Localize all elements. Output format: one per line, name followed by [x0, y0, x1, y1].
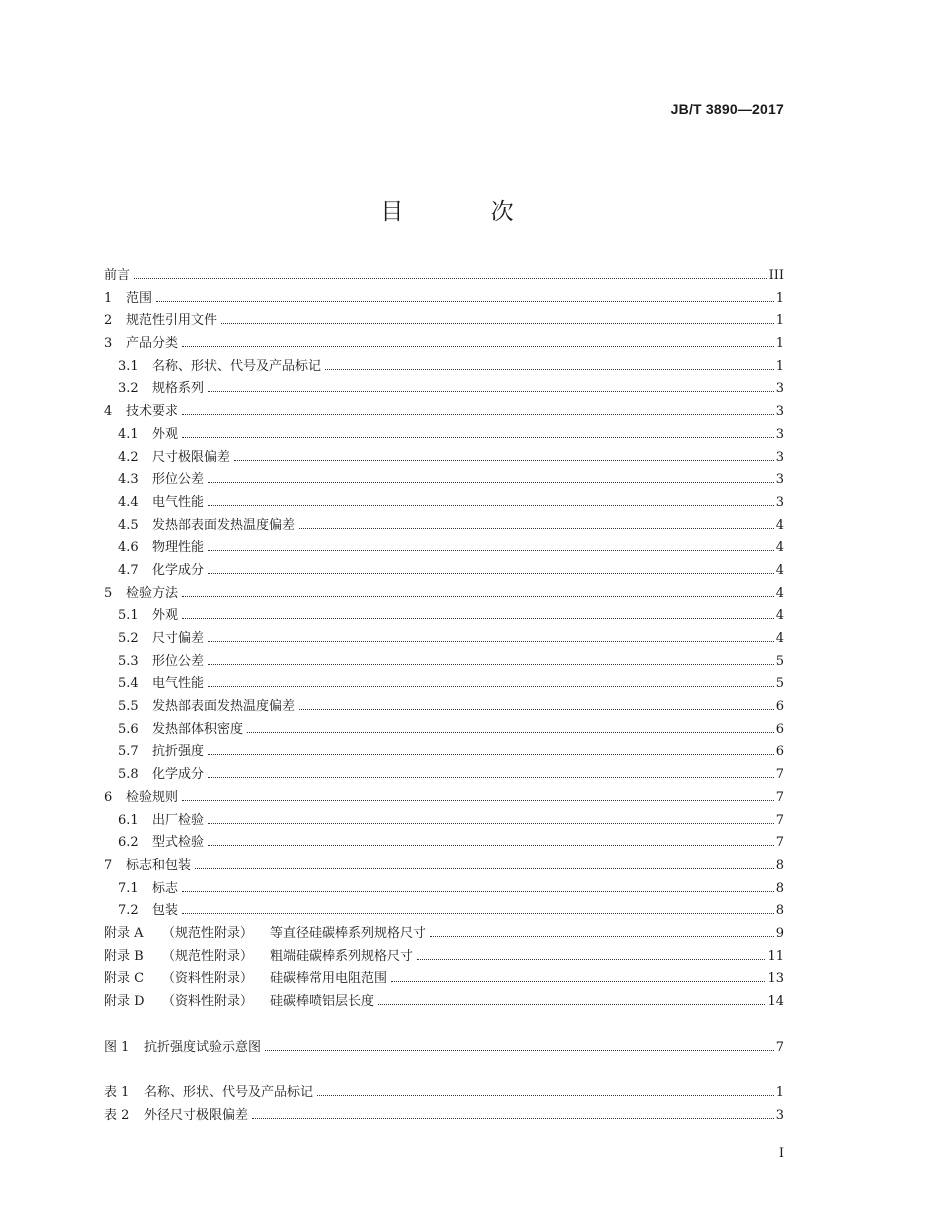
- dot-leader: [208, 505, 774, 506]
- dot-leader: [325, 369, 774, 370]
- toc-entry-number: 7.1: [118, 880, 139, 896]
- appendix-label: 硅碳棒喷铝层长度: [270, 994, 375, 1009]
- toc-entry-label: 形位公差: [152, 653, 205, 669]
- dot-leader: [317, 1095, 774, 1096]
- toc-entry-number: 4.1: [118, 426, 139, 442]
- toc-entry-page: 8: [775, 903, 784, 919]
- toc-entry-number: 5: [104, 585, 113, 601]
- appendix-entry[interactable]: [104, 967, 784, 990]
- dot-leader: [208, 482, 774, 483]
- toc-entry-number: 6.1: [118, 812, 139, 828]
- toc-entry-page: 7: [775, 789, 784, 805]
- toc-entry-label: 电气性能: [152, 676, 205, 692]
- toc-entry-page: 5: [775, 676, 784, 692]
- toc-entry[interactable]: [104, 491, 784, 514]
- dot-leader: [208, 641, 774, 642]
- toc-entry-page: 1: [775, 336, 784, 352]
- appendix-label: 等直径硅碳棒系列规格尺寸: [270, 925, 427, 941]
- toc-entry-label: 检验规则: [126, 789, 179, 805]
- toc-entry-label: 外观: [152, 426, 179, 442]
- toc-entry-number: 4.6: [118, 540, 139, 556]
- toc-entry-number: 4.2: [118, 449, 139, 465]
- toc-entry[interactable]: [104, 514, 784, 537]
- dot-leader: [208, 754, 774, 755]
- toc-entry-label: 检验方法: [126, 585, 179, 601]
- toc-entry-page: 1: [775, 313, 784, 329]
- appendix-entry[interactable]: [104, 922, 784, 945]
- standard-code: JB/T 3890—2017: [670, 101, 784, 117]
- toc-entry-page: 6: [775, 721, 784, 737]
- dot-leader: [182, 800, 774, 801]
- toc-entry-page: 3: [775, 449, 784, 465]
- toc-entry[interactable]: [104, 377, 784, 400]
- appendix-kind: （资料性附录）: [162, 994, 254, 1009]
- dot-leader: [182, 618, 774, 619]
- toc-entry-label: 范围: [126, 290, 153, 306]
- toc-entry[interactable]: [104, 355, 784, 378]
- toc-entry-label: 抗折强度: [152, 744, 205, 760]
- dot-leader: [208, 777, 774, 778]
- dot-leader: [247, 732, 774, 733]
- figure-prefix: 图 1: [104, 1039, 130, 1055]
- toc-entry-label: 发热部表面发热温度偏差: [152, 699, 296, 715]
- toc-entry-label: 物理性能: [152, 540, 205, 556]
- toc-entry-label: 尺寸偏差: [152, 631, 205, 646]
- toc-entry[interactable]: [104, 740, 784, 763]
- table-prefix: 表 1: [104, 1085, 130, 1101]
- figure-entry[interactable]: [104, 1036, 784, 1059]
- toc-entry-page: 3: [775, 494, 784, 510]
- appendix-page: 14: [767, 994, 784, 1009]
- toc-entry-label: 化学成分: [152, 767, 205, 783]
- toc-entry-number: 5.7: [118, 744, 139, 760]
- toc-entry-page: 1: [775, 358, 784, 374]
- toc-entry[interactable]: [104, 650, 784, 673]
- dot-leader: [182, 437, 774, 438]
- toc-entry[interactable]: [104, 877, 784, 900]
- toc-entry[interactable]: [104, 264, 784, 287]
- toc-entry[interactable]: [104, 604, 784, 627]
- toc-entry-page: 3: [775, 426, 784, 442]
- toc-entry-label: 发热部表面发热温度偏差: [152, 517, 296, 533]
- toc-entry-number: 5.5: [118, 699, 139, 715]
- table-label: 名称、形状、代号及产品标记: [144, 1085, 314, 1101]
- dot-leader: [208, 550, 774, 551]
- toc-entry-label: 型式检验: [152, 835, 205, 851]
- appendix-kind: （资料性附录）: [162, 971, 254, 987]
- appendix-prefix: 附录 C: [104, 971, 145, 987]
- toc-entry[interactable]: [104, 423, 784, 446]
- appendix-page: 13: [767, 971, 784, 987]
- toc-entry-page: 7: [775, 812, 784, 828]
- dot-leader: [430, 936, 774, 937]
- toc-entry-number: 4.4: [118, 494, 139, 510]
- toc-entry-label: 标志: [152, 880, 179, 896]
- toc-entry-page: 3: [775, 381, 784, 397]
- toc-entry-label: 出厂检验: [152, 812, 205, 828]
- toc-entry[interactable]: [104, 400, 784, 423]
- toc-entry[interactable]: [104, 559, 784, 582]
- toc-entry-label: 电气性能: [152, 494, 205, 510]
- toc-entry-page: 3: [775, 472, 784, 488]
- dot-leader: [182, 913, 774, 914]
- toc-entry-number: 7: [104, 857, 113, 873]
- table-entry[interactable]: [104, 1104, 784, 1127]
- toc-entry-number: 5.2: [118, 631, 139, 646]
- toc-entry-number: 3.1: [118, 358, 139, 374]
- toc-entry-label: 规范性引用文件: [126, 313, 218, 329]
- page-title: 目 次: [380, 199, 554, 225]
- toc-entry-number: 5.4: [118, 676, 139, 692]
- toc-entry-number: 4.7: [118, 562, 139, 578]
- table-entry[interactable]: [104, 1081, 784, 1104]
- toc-entry-page: 4: [775, 517, 784, 533]
- dot-leader: [265, 1050, 774, 1051]
- toc-entry-label: 发热部体积密度: [152, 721, 244, 737]
- toc-entry-page: 4: [775, 585, 784, 601]
- dot-leader: [182, 346, 774, 347]
- toc-entry-number: 7.2: [118, 903, 139, 919]
- dot-leader: [417, 959, 765, 960]
- toc-entry[interactable]: [104, 287, 784, 310]
- toc-entry-label: 外观: [152, 608, 179, 624]
- toc-entry[interactable]: [104, 582, 784, 605]
- dot-leader: [208, 823, 774, 824]
- toc-entry[interactable]: [104, 446, 784, 469]
- appendix-kind: （规范性附录）: [162, 925, 254, 941]
- toc-entry[interactable]: [104, 332, 784, 355]
- dot-leader: [182, 414, 774, 415]
- table-page: 3: [775, 1108, 784, 1124]
- toc-entry[interactable]: [104, 899, 784, 922]
- toc-entry-label: 尺寸极限偏差: [152, 449, 231, 465]
- dot-leader: [134, 278, 767, 279]
- toc-entry[interactable]: [104, 718, 784, 741]
- toc-entry-number: 4: [104, 404, 113, 420]
- page-number: I: [778, 1146, 784, 1161]
- toc-entry[interactable]: [104, 536, 784, 559]
- toc-entry-page: 4: [775, 631, 784, 646]
- dot-leader: [208, 391, 774, 392]
- toc-entry-label: 包装: [152, 903, 179, 919]
- toc-entry-number: 4.3: [118, 472, 139, 488]
- toc-entry-number: 3: [104, 336, 113, 352]
- dot-leader: [221, 323, 774, 324]
- toc-entry-page: 8: [775, 857, 784, 873]
- dot-leader: [156, 301, 774, 302]
- toc-entry[interactable]: [104, 831, 784, 854]
- dot-leader: [195, 868, 774, 869]
- appendix-prefix: 附录 B: [104, 948, 144, 964]
- figure-label: 抗折强度试验示意图: [144, 1039, 262, 1055]
- dot-leader: [182, 891, 774, 892]
- dot-leader: [378, 1004, 765, 1005]
- appendix-entry[interactable]: [104, 945, 784, 968]
- toc-entry-page: 4: [775, 540, 784, 556]
- figure-page: 7: [775, 1039, 784, 1055]
- toc-entry[interactable]: [104, 309, 784, 332]
- toc-entry[interactable]: [104, 809, 784, 832]
- appendix-prefix: 附录 A: [104, 925, 144, 941]
- toc-entry-page: 7: [775, 767, 784, 783]
- toc-entry[interactable]: [104, 786, 784, 809]
- toc-entry-number: 6.2: [118, 835, 139, 851]
- table-label: 外径尺寸极限偏差: [144, 1108, 249, 1124]
- dot-leader: [208, 664, 774, 665]
- toc-entry-page: 4: [775, 562, 784, 578]
- toc-entry-number: 1: [104, 290, 113, 306]
- dot-leader: [299, 709, 774, 710]
- toc-entry-page: 5: [775, 653, 784, 669]
- toc-entry-number: 4.5: [118, 517, 139, 533]
- dot-leader: [208, 686, 774, 687]
- appendix-kind: （规范性附录）: [162, 948, 254, 964]
- toc-entry-label: 形位公差: [152, 472, 205, 488]
- toc-entry-page: 1: [775, 290, 784, 306]
- toc-entry[interactable]: [104, 468, 784, 491]
- toc-entry-label: 产品分类: [126, 336, 179, 352]
- toc-entry[interactable]: [104, 763, 784, 786]
- toc-entry-label: 标志和包装: [126, 857, 192, 873]
- dot-leader: [208, 845, 774, 846]
- appendix-entry[interactable]: [104, 990, 784, 1013]
- toc-entry[interactable]: [104, 627, 784, 650]
- toc-entry-number: 5.1: [118, 608, 139, 624]
- toc-entry[interactable]: [104, 695, 784, 718]
- dot-leader: [234, 460, 774, 461]
- appendix-page: 11: [767, 948, 784, 964]
- toc-entry-page: 3: [775, 404, 784, 420]
- toc-entry-number: 6: [104, 789, 113, 805]
- appendix-label: 硅碳棒常用电阻范围: [270, 971, 388, 987]
- toc-entry-label: 化学成分: [152, 562, 205, 578]
- toc-entry-number: 5.8: [118, 767, 139, 783]
- toc-entry-number: 2: [104, 313, 113, 329]
- toc-entry-page: 6: [775, 699, 784, 715]
- toc-entry-number: 3.2: [118, 381, 139, 397]
- toc-entry-label: 名称、形状、代号及产品标记: [152, 358, 322, 374]
- dot-leader: [182, 596, 774, 597]
- toc-entry-number: 5.6: [118, 721, 139, 737]
- toc-entry-label: 规格系列: [152, 381, 205, 397]
- toc-entry-label: 技术要求: [126, 404, 179, 420]
- toc-entry-label: 前言: [104, 268, 131, 283]
- toc-entry-number: 5.3: [118, 653, 139, 669]
- table-prefix: 表 2: [104, 1108, 130, 1124]
- appendix-prefix: 附录 D: [104, 994, 145, 1009]
- toc-entry-page: III: [768, 268, 784, 283]
- dot-leader: [252, 1118, 774, 1119]
- appendix-page: 9: [775, 925, 784, 941]
- toc-entry[interactable]: [104, 672, 784, 695]
- toc-entry-page: 4: [775, 608, 784, 624]
- appendix-label: 粗端硅碳棒系列规格尺寸: [270, 948, 414, 964]
- toc-entry-page: 8: [775, 880, 784, 896]
- table-of-contents: [104, 264, 784, 1127]
- toc-entry[interactable]: [104, 854, 784, 877]
- dot-leader: [299, 528, 774, 529]
- dot-leader: [391, 981, 765, 982]
- toc-entry-page: 6: [775, 744, 784, 760]
- table-page: 1: [775, 1085, 784, 1101]
- dot-leader: [208, 573, 774, 574]
- toc-entry-page: 7: [775, 835, 784, 851]
